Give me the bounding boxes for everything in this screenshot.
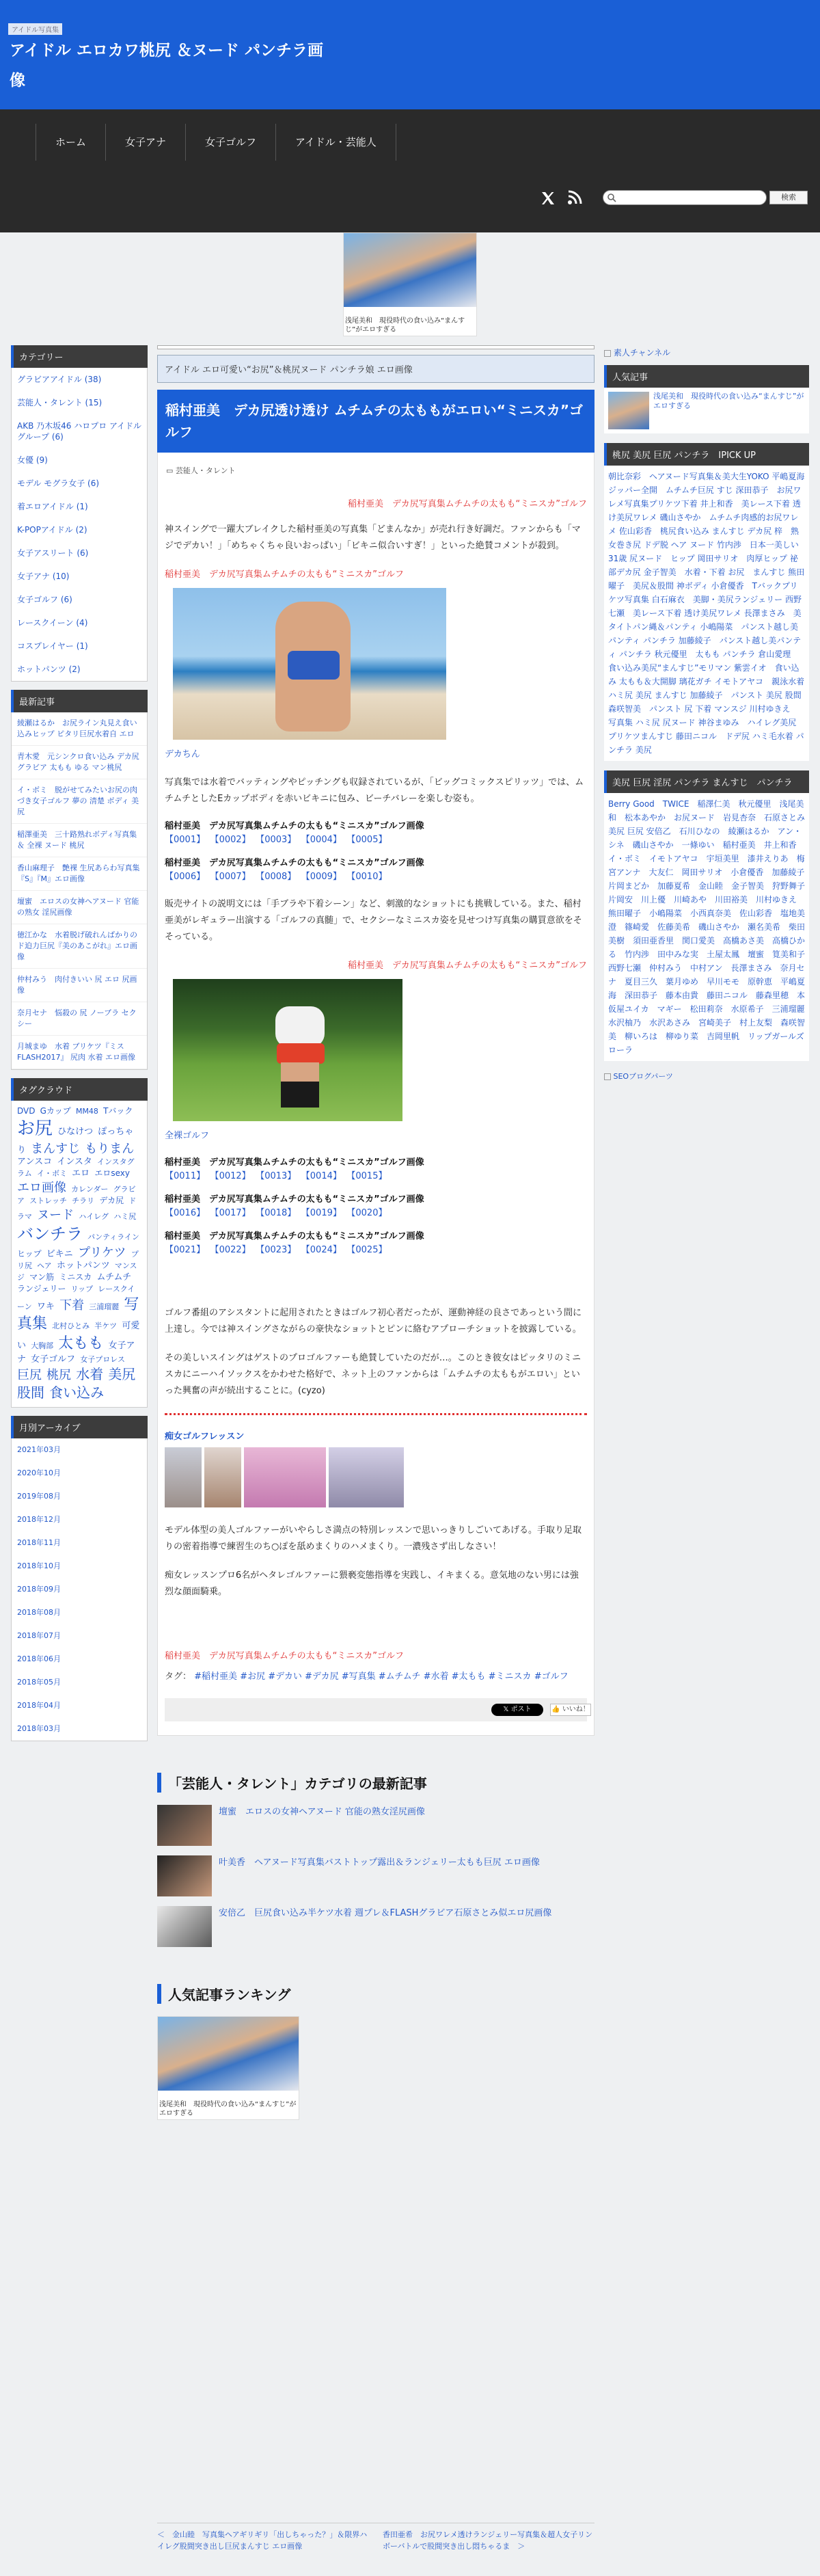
ad-thumb[interactable] — [329, 1447, 404, 1507]
related-thumb[interactable] — [157, 1906, 212, 1947]
archive-item[interactable]: 2021年03月 — [17, 1445, 61, 1454]
tag-cloud-link[interactable]: マンスジ — [17, 1261, 137, 1282]
tag-cloud-link[interactable]: 太もも — [58, 1334, 104, 1352]
divider — [165, 1413, 587, 1415]
recent-item[interactable]: 香山麻理子 艶裸 生尻あらわ写真集 『S』『M』エロ画像 — [12, 857, 147, 891]
tag-cloud-link[interactable]: エロsexy — [94, 1168, 130, 1178]
photo-socks — [281, 1082, 319, 1108]
recent-title: 最新記事 — [11, 690, 148, 712]
right-sidebar — [604, 345, 814, 1082]
gallery-link[interactable]: 【0002】 — [215, 835, 251, 845]
like-label: いいね！ — [562, 1706, 590, 1713]
tag-cloud-link[interactable]: 三浦瑠麗 — [89, 1302, 120, 1311]
archive-title: 月別アーカイブ — [11, 1416, 148, 1438]
gallery-link[interactable]: 【0024】 — [305, 1245, 342, 1255]
tags-label: タグ： — [165, 1672, 192, 1682]
tag-cloud-link[interactable]: マン筋 — [29, 1272, 55, 1282]
archive-item[interactable]: 2018年03月 — [17, 1723, 61, 1733]
tag-cloud-link[interactable]: ヒップ — [17, 1248, 42, 1259]
tag-cloud-link[interactable]: プリ尻 — [17, 1249, 139, 1271]
category-item[interactable]: 芸能人・タレント (15) — [17, 398, 102, 407]
category-item[interactable]: コスプレイヤー (1) — [17, 641, 88, 651]
folder-icon: ▭ — [166, 466, 174, 475]
archive-item[interactable]: 2018年05月 — [17, 1677, 61, 1687]
gallery-links — [165, 1170, 587, 1183]
related-link[interactable]: 叶美香 ヘアヌード写真集バストトップ露出＆ランジェリー太もも巨尻 エロ画像 — [219, 1857, 540, 1868]
nav-bar — [0, 109, 820, 232]
recent-item[interactable]: イ・ボミ 脱がせてみたいお尻の肉づき女子ゴルフ 夢の 清楚 ボディ 美尻 — [12, 779, 147, 824]
blog-head-label: アイドル エロ可愛い“お尻”＆桃尻ヌード パンチラ娘 エロ画像 — [157, 355, 594, 383]
gallery-title: 稲村亜美 デカ尻写真集ムチムチの太もも“ミニスカ”ゴルフ画像 — [165, 821, 424, 831]
site-tagline: アイドル写真集 — [8, 23, 62, 35]
category-item[interactable]: レースクイーン (4) — [17, 618, 88, 628]
paragraph: ゴルフ番組のアシスタントに起用されたときはゴルフ初心者だったが、運動神経の良さであっという間に上達し。今では神スイングさながらの豪快なショットとピンに絡むアプローチショットを披露している。 — [165, 1308, 582, 1334]
recent-item[interactable]: 壇蜜 エロスの女神ヘアヌード 官能の熟女 淫尻画像 — [12, 891, 147, 924]
gallery-link[interactable]: 【0001】 — [165, 835, 206, 845]
article-source-link[interactable]: 稲村亜美 デカ尻写真集ムチムチの太もも“ミニスカ”ゴルフ — [347, 499, 587, 509]
archive-item[interactable]: 2018年11月 — [17, 1538, 61, 1547]
category-item[interactable]: モデル モグラ女子 (6) — [17, 479, 100, 488]
gallery-title: 稲村亜美 デカ尻写真集ムチムチの太もも“ミニスカ”ゴルフ画像 — [165, 858, 424, 868]
category-item[interactable]: 女子ゴルフ (6) — [17, 595, 72, 604]
recent-item[interactable]: 稲澤亜美 三十路熟れボディ写真集 ＆ 全裸 ヌード 桃尻 — [12, 824, 147, 857]
popular-item[interactable] — [604, 388, 809, 433]
tag-cloud-link[interactable]: カレンダー — [71, 1184, 109, 1194]
tagcloud-title: タグクラウド — [11, 1078, 148, 1101]
tag-cloud-link[interactable]: レースクイーン — [17, 1284, 135, 1311]
broken-image-icon — [604, 350, 611, 357]
paragraph: その美しいスイングはゲストのプロゴルファーも絶賛していたのだが…。このとき彼女はピッタリのミニスカにニーハイソックスをかわせた格好で、ネット上のファンからは「ムチムチの太ももがエロい」といった興奮の声が続出することに。(cyzo) — [165, 1353, 582, 1396]
gallery-links — [165, 1207, 587, 1220]
site-title[interactable]: アイドル エロカワ桃尻 ＆ヌード パンチラ画像 — [10, 42, 323, 90]
x-twitter-icon[interactable] — [540, 190, 556, 206]
category-item[interactable]: 女子アスリート (6) — [17, 548, 89, 558]
tag-cloud-link[interactable]: まんすじ — [31, 1141, 81, 1156]
tag-cloud-link[interactable]: ホットパンツ — [56, 1261, 110, 1272]
gallery-link[interactable]: 【0017】 — [215, 1208, 251, 1218]
archive-item[interactable]: 2018年09月 — [17, 1584, 61, 1594]
archive-item[interactable]: 2018年06月 — [17, 1654, 61, 1663]
nav-item-golf[interactable]: 女子ゴルフ — [186, 124, 276, 161]
gallery-link[interactable]: 【0020】 — [351, 1208, 387, 1218]
article-category[interactable]: 芸能人・タレント — [175, 466, 236, 475]
tag-cloud-link[interactable]: 大胸部 — [31, 1341, 54, 1350]
search-icon — [607, 193, 616, 202]
photo-swimsuit — [288, 651, 340, 680]
left-sidebar — [11, 345, 148, 1741]
ad-thumb[interactable] — [165, 1447, 202, 1507]
top-strip — [157, 345, 594, 349]
channel-link[interactable] — [604, 347, 809, 358]
gallery-link[interactable]: 【0019】 — [305, 1208, 342, 1218]
ranking-caption: 浅尾美和 現役時代の食い込み“まんすじ”がエロすぎる — [159, 2101, 297, 2117]
related-link[interactable]: 安倍乙 巨尻食い込み半ケツ水着 週プレ＆FLASHグラビア石原さとみ似エロ尻画像 — [219, 1908, 552, 1918]
tag-cloud — [11, 1101, 148, 1408]
search-form — [603, 190, 808, 205]
recent-item[interactable]: 青木愛 元シンクロ食い込み デカ尻 グラビア 太もも ゆる マン桃尻 — [12, 746, 147, 779]
gallery-link[interactable]: 【0008】 — [260, 872, 297, 882]
gallery-title: 稲村亜美 デカ尻写真集ムチムチの太もも“ミニスカ”ゴルフ画像 — [165, 1231, 424, 1242]
tag-cloud-link[interactable]: グラビア — [17, 1184, 136, 1206]
pickup1-links[interactable]: 朝比奈彩 ヘアヌード写真集＆美大生YOKO 平嶋夏海 ジッパー全開 ムチムチ巨尻 すじ 深田恭子 お尻ワレメ写真集プリケツ下着 井上和香 美レース下着 透け美尻ワレメ 磯山さやか ムチムチ肉感的お尻ワレメ 佐山彩香 桃尻食い込み まんすじ デカ尻 梓 熟女巻き尻 ドデ脱 ヘア ヌード 竹内渉 日本一美しい31歳 尻ヌード ヒップ 岡田サリオ 肉厚ヒップ 祕部デカ尻 金子智美 水着・下着 お尻 まんすじ 熊田曜子 美尻＆股間 神ボディ 小倉優香 Tバックプリケツ写真集 白石麻衣 美脚・美尻ランジェリー 西野七瀬 美レース下着 透け美尻ワレメ 長澤まさみ 美タイトパン縄＆パンティ 小嶋陽菜 パンスト越し美パンティ パンチラ 加藤綾子 パンスト越し美パンティ パンチラ 秋元優里 太もも パンチラ 倉山愛理 食い込み美尻“まんすじ”モリマン 紫雲イオ 食い込み 太もも＆大開脚 璃花ガチ イモトアヤコ 親泳水着 ハミ尻 美尻 まんすじ 加藤綾子 パンスト 美尻 股間 森咲智美 パンスト 尻 下着 マンスジ 川村ゆきえ 写真集 ハミ尻 尻ヌード 神谷まゆみ ハイレグ美尻 プリケツまんすじ 藤田ニコル ドデ尻 ハミ毛水着 パンチラ 美尻 — [604, 466, 809, 761]
paragraph: モデル体型の美人ゴルファーがいやらしさ満点の特別レッスンで思いっきりしごいてあげる。手取り足取りの密着指導で練習生のち○ぽを舐めまくりのハメまくり。一濃残さず出しなさい！ — [165, 1525, 582, 1552]
recent-item[interactable]: 徳江かな 水着脱げ破れんばかりのド迫力巨尻『美のあこがれ』エロ画像 — [12, 924, 147, 969]
article-source-link[interactable]: 稲村亜美 デカ尻写真集ムチムチの太もも“ミニスカ”ゴルフ — [347, 961, 587, 971]
tag-cloud-link[interactable]: 半ケツ — [94, 1321, 118, 1331]
search-button[interactable]: 検索 — [769, 191, 808, 204]
category-item[interactable]: 女優 (9) — [17, 455, 48, 465]
top-banner-ad[interactable] — [343, 232, 477, 336]
category-list — [11, 368, 148, 682]
category-item[interactable]: AKB 乃木坂46 ハロプロ アイドルグループ (6) — [17, 421, 141, 442]
nav-item-idol[interactable]: アイドル・芸能人 — [276, 124, 396, 161]
gallery-links — [165, 833, 587, 847]
popular-thumb[interactable] — [608, 392, 649, 429]
archive-item[interactable]: 2018年10月 — [17, 1561, 61, 1570]
archive-item[interactable]: 2018年12月 — [17, 1514, 61, 1524]
tag-cloud-link[interactable]: 下着 — [59, 1298, 85, 1313]
gallery-link[interactable]: 【0009】 — [305, 872, 342, 882]
tag-cloud-link[interactable]: 北村ひとみ — [52, 1321, 90, 1331]
pickup2-title: 美尻 巨尻 淫尻 パンチラ まんすじ パンチラ — [604, 770, 809, 793]
related-item[interactable] — [157, 1906, 594, 1947]
tag-cloud-link[interactable]: ヘア — [37, 1261, 52, 1271]
nav-item-announcer[interactable]: 女子アナ — [106, 124, 186, 161]
broken-image-icon — [604, 1073, 611, 1080]
photo-beach[interactable] — [173, 588, 446, 740]
tag-cloud-link[interactable]: ストレッチ — [29, 1196, 68, 1206]
tag-cloud-link[interactable]: 美尻 — [108, 1366, 136, 1383]
tag-cloud-link[interactable]: 女子プロレス — [80, 1354, 125, 1364]
gallery-link[interactable]: 【0005】 — [351, 835, 387, 845]
gallery-link[interactable]: 【0018】 — [260, 1208, 297, 1218]
tag-cloud-link[interactable]: デカ尻 — [99, 1196, 124, 1206]
tag-cloud-link[interactable]: ひなけつ — [57, 1126, 94, 1137]
related-link[interactable]: 壇蜜 エロスの女神ヘアヌード 官能の熟女淫尻画像 — [219, 1807, 425, 1817]
gallery-link[interactable]: 【0004】 — [305, 835, 342, 845]
tag-cloud-link[interactable]: ワキ — [36, 1301, 55, 1312]
paragraph: 神スイングで一躍大ブレイクした稲村亜美の写真集「どまんなか」が売れ行き好調だ。ファンからも「マジでデカい！」「めちゃくちゃ良いおっぱい」「ビキニ似合いすぎ！」といった絶賛コメントが殺到。 — [165, 524, 581, 551]
gallery-title: 稲村亜美 デカ尻写真集ムチムチの太もも“ミニスカ”ゴルフ画像 — [165, 1157, 424, 1168]
category-item[interactable]: K-POPアイドル (2) — [17, 525, 87, 535]
tag-cloud-link[interactable]: 女子ゴルフ — [31, 1354, 76, 1365]
tweet-label: ポスト — [510, 1706, 532, 1713]
nav-item-home[interactable]: ホーム — [36, 124, 106, 161]
photo-skirt — [277, 1043, 325, 1064]
ranking-item[interactable] — [157, 2016, 299, 2120]
site-header — [0, 0, 820, 109]
category-item[interactable]: 女子アナ (10) — [17, 572, 70, 581]
gallery-link[interactable]: 【0016】 — [165, 1208, 206, 1218]
recent-item[interactable]: 綾瀬はるか お尻ライン丸見え食い込みヒップ ピタリ巨尻水着自 エロ — [12, 712, 147, 746]
recent-item[interactable]: 仲村みう 肉付きいい 尻 エロ 尻画像 — [12, 969, 147, 1002]
tag-cloud-link[interactable]: リップ — [70, 1284, 94, 1293]
article-body — [157, 483, 594, 1736]
category-item[interactable]: グラビアアイドル (38) — [17, 375, 102, 384]
related-title: 「芸能人・タレント」カテゴリの最新記事 — [157, 1773, 594, 1793]
related-item[interactable] — [157, 1855, 594, 1896]
search-input[interactable] — [603, 190, 767, 205]
ad-thumb[interactable] — [244, 1447, 326, 1507]
article-tags — [165, 1669, 587, 1685]
tag-cloud-link[interactable]: 女子アナ — [17, 1340, 135, 1365]
gallery-link[interactable]: 【0007】 — [215, 872, 251, 882]
channel-label: 素人チャンネル — [613, 348, 671, 358]
gallery-link[interactable]: 【0006】 — [165, 872, 206, 882]
tag-cloud-link[interactable]: 可愛い — [17, 1321, 140, 1351]
tag-cloud-link[interactable]: インスタ — [57, 1157, 92, 1168]
gallery-link[interactable]: 【0012】 — [215, 1171, 251, 1181]
gallery-link[interactable]: 【0003】 — [260, 835, 297, 845]
gallery-link[interactable]: 【0025】 — [351, 1245, 387, 1255]
photo-figure — [275, 1006, 325, 1047]
like-button[interactable]: 👍 いいね！ — [550, 1704, 591, 1716]
recent-list — [11, 712, 148, 1070]
popular-link[interactable]: 浅尾美和 現役時代の食い込み“まんすじ”がエロすぎる — [653, 392, 804, 410]
article-source-link[interactable]: 稲村亜美 デカ尻写真集ムチムチの太もも“ミニスカ”ゴルフ — [165, 569, 405, 580]
popular-title: 人気記事 — [604, 365, 809, 388]
ad-thumb[interactable] — [204, 1447, 241, 1507]
tag-cloud-link[interactable]: 股間 — [17, 1384, 44, 1401]
tag-cloud-link[interactable]: Tバック — [103, 1106, 133, 1116]
gallery-links — [165, 1244, 587, 1257]
banner-photo — [344, 233, 476, 307]
tag-cloud-link[interactable]: ヌード — [37, 1208, 74, 1223]
tag-cloud-link[interactable]: パンティライン — [87, 1232, 139, 1242]
tag-cloud-link[interactable]: ビキニ — [46, 1248, 73, 1259]
tag-cloud-link[interactable]: 食い込み — [49, 1384, 105, 1401]
prev-post-link[interactable]: ＜ 金山睦 写真集ヘアギリギリ「出しちゃった？」＆限界ハイレグ股間突き出し巨尻まんすじ エロ画像 — [157, 2530, 368, 2551]
archive-item[interactable]: 2018年07月 — [17, 1631, 61, 1640]
pickup2-links[interactable]: Berry Good TWICE 稲澤仁美 秋元優里 浅尾美和 松本あやか お尻ヌード 岩見杏奈 石原さとみ 美尻 巨尻 安倍乙 石川ひなの 綾瀬はるか アン・シネ 磯山さやか 一條ゆい 稲村亜美 井上和香 イ・ボミ イモトアヤコ 宇垣美里 漆井えりあ 梅宮アンナ 大友仁 岡田サリオ 小倉優香 加藤綾子 片岡まどか 加藤夏希 金山睦 金子智美 狩野舞子 片岡安 川上優 川崎あや 川田裕美 川村ゆきえ 熊田曜子 小嶋陽菜 小西真奈美 佐山彩香 塩地美澄 篠崎愛 佐藤美希 磯山さやか 瀬名美希 柴田美樹 須田亜香里 関口愛美 高橋あさ美 高橋ひかる 竹内渉 田中みな実 土屋太鳳 壇蜜 筧美和子 西野七瀬 仲村みう 中村アン 長澤まさみ 奈月セナ 夏目三久 葉月ゆめ 早川モモ 原幹恵 平嶋夏海 深田恭子 藤本由貴 藤田ニコル 藤森里穂 本仮屋ユイカ マギー 松田莉奈 水原希子 三浦瑠麗 水沢柚乃 水沢あさみ 宮崎美子 村上友梨 森咲智美 柳いろは 柳ゆり菜 吉岡里帆 リップガールズ ローラ — [604, 793, 809, 1061]
tag-cloud-link[interactable]: エロ — [72, 1168, 90, 1179]
gallery-link[interactable]: 【0015】 — [351, 1171, 387, 1181]
gallery-link[interactable]: 【0023】 — [260, 1245, 297, 1255]
main-column — [157, 345, 594, 2551]
paragraph: 販売サイトの説明文には「手ブラや下着シーン」など、刺激的なショットにも挑戦している。また、稲村亜美がレギュラー出演する「ゴルフの真髄」で、セクシーなミニスカ姿を見せつけ写真集の購買意欲をそそっている。 — [165, 899, 582, 942]
tag-cloud-link[interactable]: 桃尻 — [46, 1368, 72, 1383]
gallery-title: 稲村亜美 デカ尻写真集ムチムチの太もも“ミニスカ”ゴルフ画像 — [165, 1194, 424, 1205]
tag-cloud-link[interactable]: ハミ尻 — [113, 1212, 137, 1222]
next-post-link[interactable]: 香田亜希 お尻ワレメ透けランジェリー写真集＆超人女子リンボーバトルで股間突き出し悶ちゃるま ＞ — [383, 2530, 593, 2551]
share-bar — [165, 1698, 590, 1721]
gallery-link[interactable]: 【0010】 — [351, 872, 387, 882]
archive-list — [11, 1438, 148, 1741]
ad-thumbnails[interactable] — [165, 1447, 587, 1507]
tag-cloud-link[interactable]: エロ画像 — [17, 1180, 66, 1195]
recent-item[interactable]: 月城まゆ 水着 ブリケツ『ミスFLASH2017』 尻肉 水着 エロ画像 — [12, 1036, 147, 1069]
tag-cloud-link[interactable]: プリケツ — [77, 1245, 126, 1260]
post-navigation — [157, 2523, 594, 2552]
tag-cloud-link[interactable]: インスタグラム — [17, 1157, 135, 1178]
tag-cloud-link[interactable]: 巨尻 — [17, 1368, 42, 1383]
tag-cloud-link[interactable]: ドラマ — [17, 1196, 137, 1222]
ranking-photo — [158, 2017, 299, 2091]
tag-cloud-link[interactable]: 写真集 — [17, 1296, 139, 1333]
photo-golf[interactable] — [173, 979, 402, 1121]
tag-cloud-link[interactable]: バンチラ — [17, 1224, 83, 1244]
categories-title: カテゴリー — [11, 345, 148, 368]
paragraph: 写真集では水着でバッティングやピッチングも収録されているが、「ビッグコミックスピリッツ」では、ムチムチとしたEカップボディを赤いビキニに包み、ビーチバレーを楽しむ姿も。 — [165, 777, 584, 804]
global-nav — [36, 124, 396, 161]
gallery-link[interactable]: 【0013】 — [260, 1171, 297, 1181]
archive-item[interactable]: 2018年08月 — [17, 1607, 61, 1617]
related-thumb[interactable] — [157, 1855, 212, 1896]
gallery-link[interactable]: 【0011】 — [165, 1171, 206, 1181]
tag-cloud-link[interactable]: Gカップ — [40, 1106, 71, 1116]
ranking-title: 人気記事ランキング — [157, 1984, 594, 2004]
article-source-link[interactable]: 稲村亜美 デカ尻写真集ムチムチの太もも“ミニスカ”ゴルフ — [165, 1651, 405, 1661]
tag-cloud-link[interactable]: もりまん — [85, 1141, 135, 1156]
tag-cloud-link[interactable]: MM48 — [75, 1107, 98, 1116]
gallery-link[interactable]: 【0022】 — [215, 1245, 251, 1255]
gallery-link[interactable]: 【0021】 — [165, 1245, 206, 1255]
archive-item[interactable]: 2019年08月 — [17, 1491, 61, 1501]
related-item[interactable] — [157, 1805, 594, 1846]
seo-label: SEOブログパーツ — [613, 1072, 673, 1081]
tag-cloud-link[interactable]: ミニスカ — [59, 1272, 92, 1282]
article-meta — [157, 453, 594, 483]
gallery-links — [165, 870, 587, 884]
archive-item[interactable]: 2020年10月 — [17, 1468, 61, 1477]
photo-caption: 全裸ゴルフ — [165, 1131, 210, 1141]
tag-cloud-link[interactable]: ランジェリー — [17, 1283, 66, 1293]
archive-item[interactable]: 2018年04月 — [17, 1700, 61, 1710]
related-thumb[interactable] — [157, 1805, 212, 1846]
tag-cloud-link[interactable]: ハイレグ — [79, 1212, 109, 1222]
article-title: 稲村亜美 デカ尻透け透け ムチムチの太ももがエロい“ミニスカ”ゴルフ — [157, 390, 594, 453]
tag-cloud-link[interactable]: お尻 — [17, 1118, 53, 1139]
tag-cloud-link[interactable]: イ・ボミ — [37, 1168, 68, 1178]
tag-cloud-link[interactable]: ムチムチ — [96, 1272, 132, 1283]
pickup1-title: 桃尻 美尻 巨尻 パンチラ IPICK UP — [604, 443, 809, 466]
tag-links[interactable]: #稲村亜美 #お尻 #デカい #デカ尻 #写真集 #ムチムチ #水着 #太もも #ミニスカ #ゴルフ — [194, 1672, 569, 1682]
paragraph: 痴女レッスンプロ6名がヘタレゴルファーに猥褻変態指導を実践し、イキまくる。意気地のない男には強烈な顔面騎乗。 — [165, 1570, 579, 1597]
tag-cloud-link[interactable]: チラリ — [72, 1196, 95, 1206]
recent-item[interactable]: 奈月セナ 悩殺の 尻 ノーブラ セクシー — [12, 1002, 147, 1036]
tag-cloud-link[interactable]: DVD — [17, 1106, 36, 1116]
category-item[interactable]: ホットパンツ (2) — [17, 665, 81, 674]
category-item[interactable]: 着エロアイドル (1) — [17, 502, 88, 511]
gallery-link[interactable]: 【0014】 — [305, 1171, 342, 1181]
tag-cloud-link[interactable]: ぽっちゃり — [17, 1126, 134, 1155]
photo-caption: デカちん — [165, 749, 200, 760]
tag-cloud-link[interactable]: 水着 — [76, 1366, 104, 1383]
tweet-button[interactable]: 𝕏 ポスト — [491, 1704, 543, 1716]
seo-parts[interactable] — [604, 1071, 809, 1082]
banner-caption: 浅尾美和 現役時代の食い込み“まんすじ”がエロすぎる — [345, 317, 465, 334]
rss-icon[interactable] — [567, 190, 582, 205]
ad-title[interactable]: 痴女ゴルフレッスン — [165, 1432, 245, 1442]
tag-cloud-link[interactable]: アンスコ — [17, 1157, 53, 1168]
